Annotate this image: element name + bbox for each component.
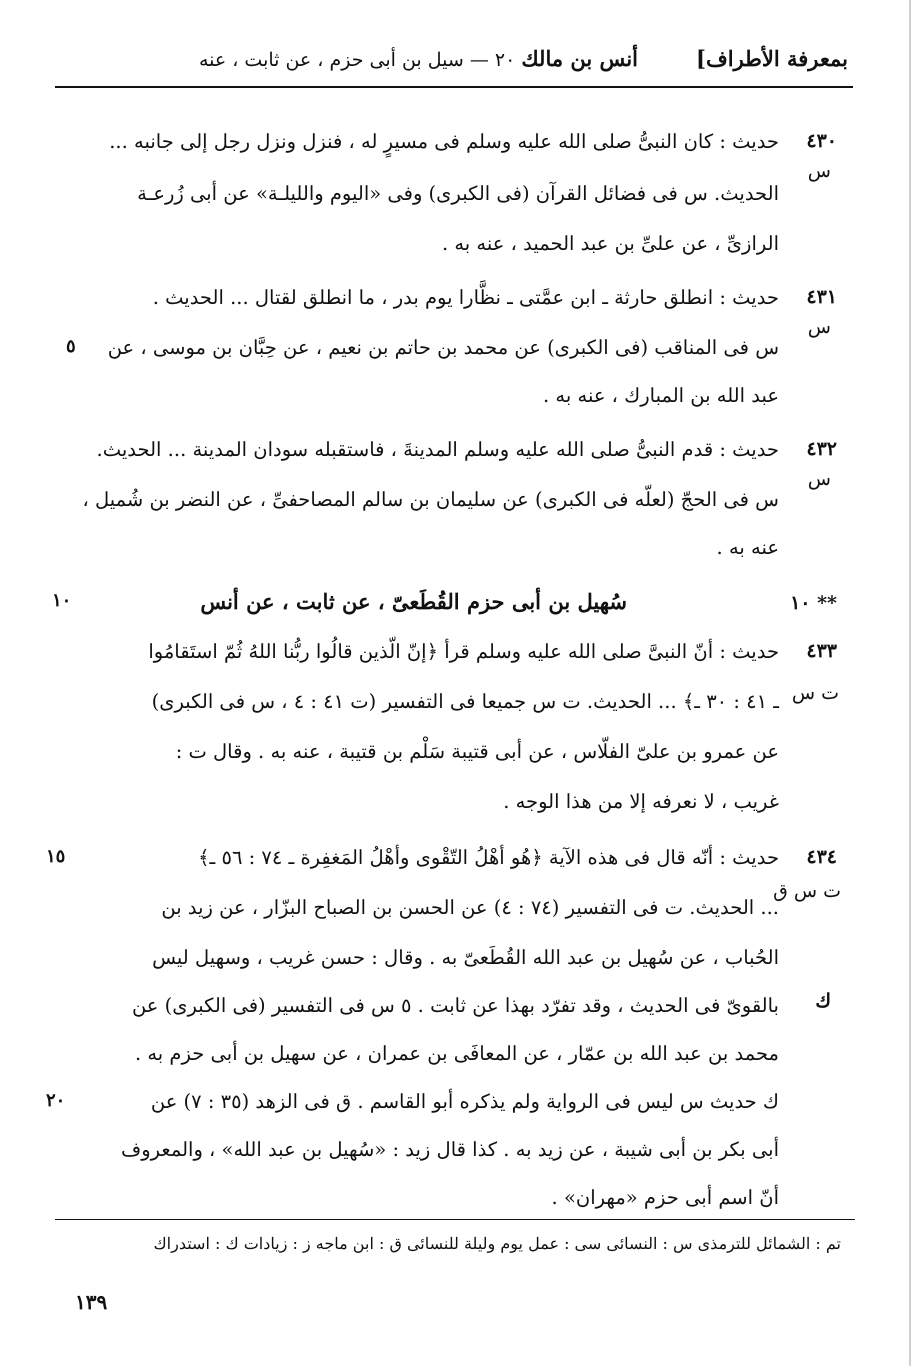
text-line: أنّ اسم أبى حزم «مهران» . xyxy=(551,1186,779,1209)
chain-number: ** ١٠ xyxy=(790,592,837,614)
footer-rule xyxy=(55,1219,855,1220)
line-marker: ٥ xyxy=(66,336,76,357)
text-line: حديث : كان النبىُّ صلى الله عليه وسلم فى مسيرٍ له ، فنزل ونزل رجل إلى جانبه ... xyxy=(109,130,779,153)
text-line: ـ ٤١ : ٣٠ ـ﴾ ... الحديث. ت س جميعا فى التفسير (ت ٤١ : ٤ ، س فى الكبرى) xyxy=(151,690,779,713)
entry-sigla: ت س xyxy=(791,682,839,704)
text-line: محمد بن عبد الله بن عمّار ، عن المعافَى بن عمران ، عن سهيل بن أبى حزم به . xyxy=(134,1042,779,1065)
entry-sigla: س xyxy=(807,316,831,338)
entry-number: ٤٣٠ xyxy=(806,130,837,152)
entry-sigla: ت س ق xyxy=(773,880,841,902)
entry-sigla: س xyxy=(807,160,831,182)
text-line: حديث : أنّ النبىَّ صلى الله عليه وسلم قرأ ﴿إنّ الّذين قالُوا ربُّنا اللهُ ثُمّ استَقامُوا xyxy=(148,640,779,663)
text-line: عنه به . xyxy=(716,536,779,559)
page-number: ١٣٩ xyxy=(75,1290,108,1314)
text-line: الحُباب ، عن سُهيل بن عبد الله القُطَعىّ به . وقال : حسن غريب ، وسهيل ليس xyxy=(152,946,779,969)
text-line: حديث : أنّه قال فى هذه الآية ﴿هُو أهْلُ التّقْوى وأهْلُ المَغفِرة ـ ٧٤ : ٥٦ ـ﴾ xyxy=(198,846,779,869)
text-line: عبد الله بن المبارك ، عنه به . xyxy=(543,384,779,407)
header-rule xyxy=(55,86,853,88)
entry-sigla: س xyxy=(807,468,831,490)
entry-number: ٤٣٣ xyxy=(806,640,837,662)
text-line: بالقوىّ فى الحديث ، وقد تفرّد بهذا عن ثابت . ٥ س فى التفسير (فى الكبرى) عن xyxy=(131,994,779,1017)
entry-number: ٤٣١ xyxy=(806,286,837,308)
text-line: س فى المناقب (فى الكبرى) عن محمد بن حاتم بن نعيم ، عن حِبَّان بن موسى ، عن xyxy=(107,336,779,359)
entry-number: ٤٣٤ xyxy=(806,846,837,868)
entry-number: ٤٣٢ xyxy=(806,438,837,460)
line-marker: ١٠ xyxy=(52,590,72,611)
text-line: غريب ، لا نعرفه إلا من هذا الوجه . xyxy=(503,790,779,813)
chain-heading: سُهيل بن أبى حزم القُطَعىّ ، عن ثابت ، عن أنس xyxy=(200,589,627,614)
text-line: س فى الحجّ (لعلّه فى الكبرى) عن سليمان بن سالم المصاحفىِّ ، عن النضر بن شُميل ، xyxy=(82,488,779,511)
text-line: حديث : انطلق حارثة ـ ابن عمَّتى ـ نظَّارا يوم بدر ، ما انطلق لقتال ... الحديث . xyxy=(152,286,779,309)
text-line: أبى بكر بن أبى شيبة ، عن زيد به . كذا قال زيد : «سُهيل بن عبد الله» ، والمعروف xyxy=(121,1138,779,1161)
header-section xyxy=(199,46,638,71)
text-line: الحديث. س فى فضائل القرآن (فى الكبرى) وفى «اليوم والليلـة» عن أبى زُرعـة xyxy=(137,182,779,205)
text-line: ... الحديث. ت فى التفسير (٧٤ : ٤) عن الحسن بن الصباح البزّار ، عن زيد بن xyxy=(161,896,779,919)
text-line: عن عمرو بن علىّ الفلّاس ، عن أبى قتيبة سَلْم بن قتيبة ، عنه به . وقال ت : xyxy=(175,740,779,763)
header-subsection: ٢٠ — سيل بن أبى حزم ، عن ثابت ، عنه xyxy=(198,49,516,71)
abbreviations-key: تم : الشمائل للترمذى س : النسائى سى : عمل يوم وليلة للنسائى ق : ابن ماجه ز : زيادات ك : استدراك xyxy=(153,1234,841,1253)
text-line: حديث : قدم النبىُّ صلى الله عليه وسلم المدينةَ ، فاستقبله سودان المدينة ... الحديث. xyxy=(96,438,779,461)
side-mark: ك xyxy=(815,990,831,1012)
text-line: ك حديث س ليس فى الرواية ولم يذكره أبو القاسم . ق فى الزهد (٣٥ : ٧) عن xyxy=(150,1090,779,1113)
running-header xyxy=(58,40,848,80)
header-section-name: أنس بن مالك xyxy=(521,46,638,71)
line-marker: ٢٠ xyxy=(46,1090,66,1111)
page-crease xyxy=(909,0,911,1366)
text-line: الرازىِّ ، عن علىِّ بن عبد الحميد ، عنه به . xyxy=(441,232,779,255)
line-marker: ١٥ xyxy=(46,846,66,867)
header-book-title: بمعرفة الأطراف] xyxy=(696,46,848,71)
